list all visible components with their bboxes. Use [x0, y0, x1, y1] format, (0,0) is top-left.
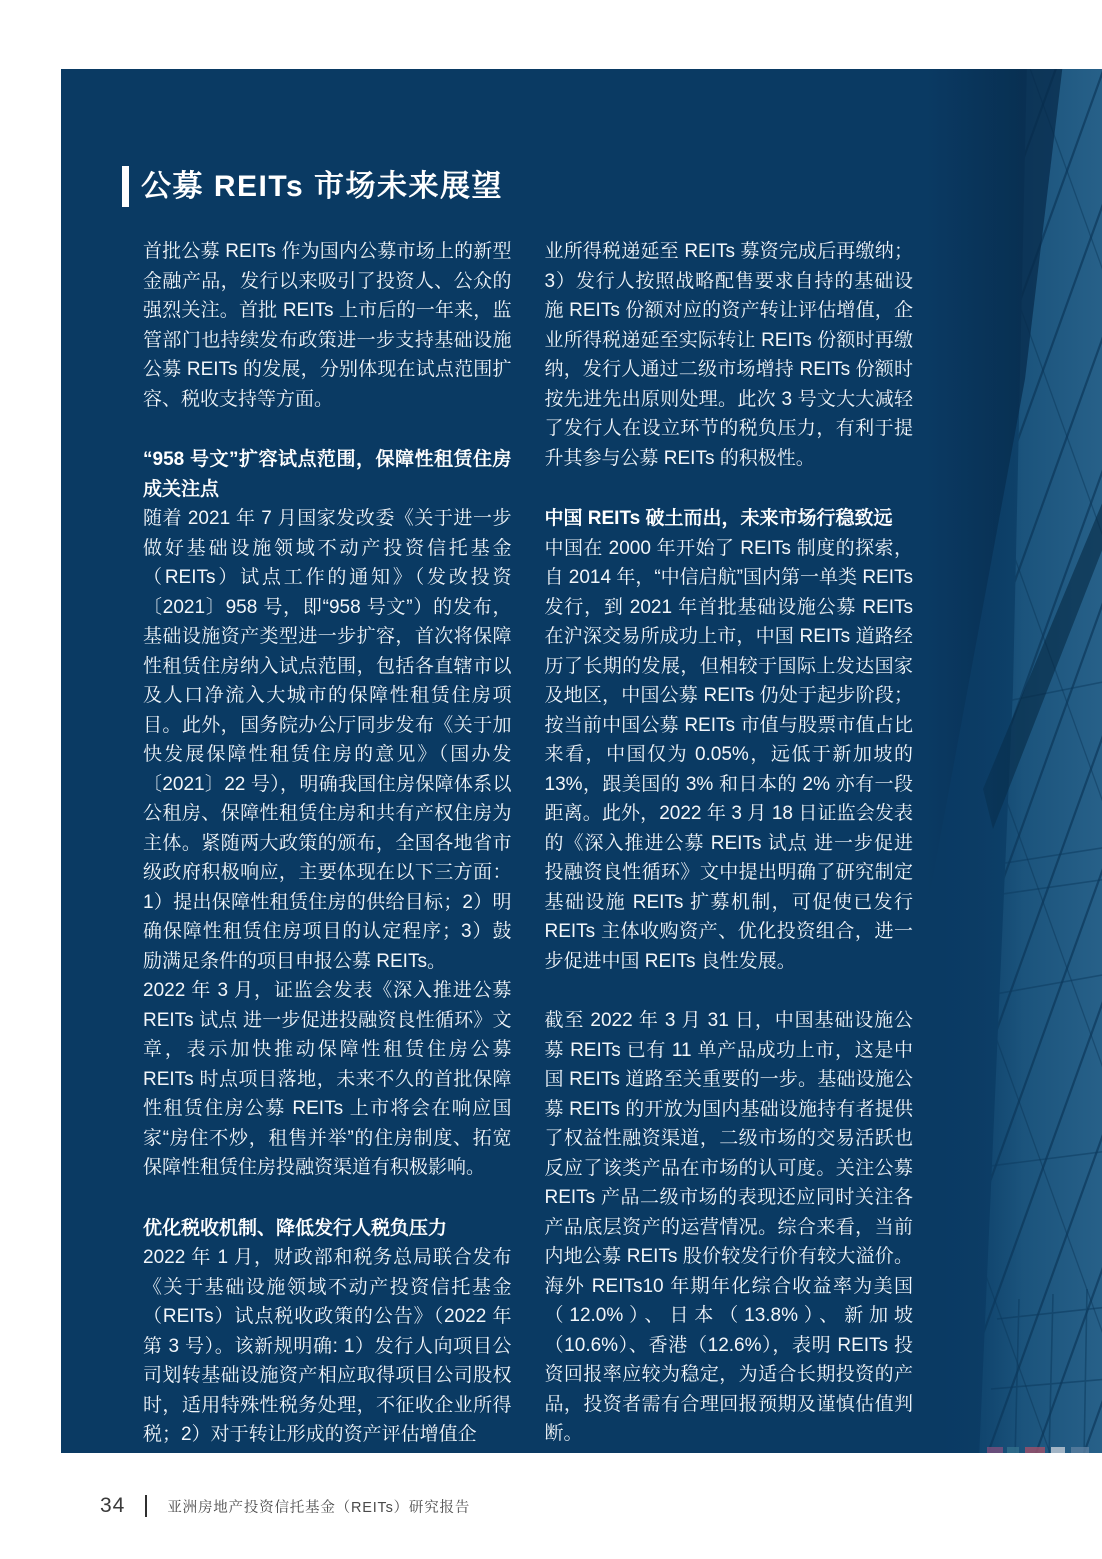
paragraph-csrc-article: 2022 年 3 月，证监会发表《深入推进公募 REITs 试点 进一步促进投融资良性循环》文章，表示加快推动保障性租赁住房公募 REITs 时点项目落地，未来不久的首批保障性租赁住房公募 REITs 上市将会在响应国家“房住不炒，租售并举”的住房制度、拓宽保障性租赁住房投融资渠道有积极影响。 — [143, 980, 512, 1178]
glass-atrium-photo — [927, 69, 1102, 1453]
paragraph-china-reits-history: 中国在 2000 年开始了 REITs 制度的探索，自 2014 年，“中信启航”国内第一单类 REITs 发行，到 2021 年首批基础设施公募 REITs 在沪深交易所成功上市，中国 REITs 道路经历了长期的发展，但相较于国际上发达国家及地区，中国公募 REITs 仍处于起步阶段；按当前中国公募 REITs 市值与股票市值占比来看，中国仅为 0.05%，远低于新加坡的 13%，跟美国的 3% 和日本的 2% 亦有一段距离。此外，2022 年 3 月 18 日证监会发表的《深入推进公募 REITs 试点 进一步促进投融资良性循环》文中提出明确了研究制定基础设施 REITs 扩募机制，可促使已发行 REITs 主体收购资产、优化投资组合，进一步促进中国 REITs 良性发展。 — [544, 537, 913, 972]
paragraph-tax-policy: 2022 年 1 月，财政部和税务总局联合发布《关于基础设施领域不动产投资信托基金（REITs）试点税收政策的公告》（2022 年第 3 号）。该新规明确: 1）发行人向项目公司划转基础设施资产相应取得项目公司股权时，适用特殊性税务处理，不征收企业所得税；2）对于转让形成的资产评估增值企 — [143, 1247, 512, 1445]
section-heading-958-expansion: “958 号文”扩容试点范围，保障性租赁住房成关注点 — [143, 449, 512, 500]
paragraph-tax-policy-continued: 业所得税递延至 REITs 募资完成后再缴纳；3）发行人按照战略配售要求自持的基础设施 REITs 份额对应的资产转让评估增值，企业所得税递延至实际转让 REITs 份额时再缴纳，发行人通过二级市场增持 REITs 份额时按先进先出原则处理。此次 3 号文大大减轻了发行人在设立环节的税负压力，有利于提升其参与公募 REITs 的积极性。 — [544, 241, 913, 469]
section-heading-china-reits-outlook: 中国 REITs 破土而出，未来市场行稳致远 — [544, 508, 893, 529]
title-accent-bar — [122, 166, 129, 207]
page-title-row — [122, 166, 503, 207]
page-footer — [100, 1494, 470, 1518]
body-columns — [143, 237, 913, 1450]
section-heading-tax-optimization: 优化税收机制、降低发行人税负压力 — [143, 1217, 448, 1239]
page-title: 公募 REITs 市场未来展望 — [141, 169, 503, 203]
paragraph-958-policy: 随着 2021 年 7 月国家发改委《关于进一步做好基础设施领域不动产投资信托基金（REITs）试点工作的通知》（发改投资〔2021〕958 号，即“958 号文”）的发布，基础设施资产类型进一步扩容，首次将保障性租赁住房纳入试点范围，包括各直辖市以及人口净流入大城市的保障性租赁住房项目。此外，国务院办公厅同步发布《关于加快发展保障性租赁住房的意见》（国办发〔2021〕22 号），明确我国住房保障体系以公租房、保障性租赁住房和共有产权住房为主体。紧随两大政策的颁布，全国各地省市级政府积极响应，主要体现在以下三方面：1）提出保障性租赁住房的供给目标；2）明确保障性租赁住房项目的认定程序；3）鼓励满足条件的项目申报公募 REITs。 — [143, 508, 512, 972]
footer-divider — [145, 1495, 147, 1517]
right-column — [545, 237, 914, 1450]
left-column — [143, 237, 512, 1450]
page-number: 34 — [100, 1494, 126, 1517]
report-title: 亚洲房地产投资信托基金（REITs）研究报告 — [167, 1499, 471, 1516]
intro-paragraph: 首批公募 REITs 作为国内公募市场上的新型金融产品，发行以来吸引了投资人、公众的强烈关注。首批 REITs 上市后的一年来，监管部门也持续发布政策进一步支持基础设施公募 REITs 的发展，分别体现在试点范围扩容、税收支持等方面。 — [143, 241, 512, 410]
content-panel — [61, 69, 1102, 1453]
paragraph-market-status: 截至 2022 年 3 月 31 日，中国基础设施公募 REITs 已有 11 单产品成功上市，这是中国 REITs 道路至关重要的一步。基础设施公募 REITs 的开放为国内基础设施持有者提供了权益性融资渠道，二级市场的交易活跃也反应了该类产品在市场的认可度。关注公募 REITs 产品二级市场的表现还应同时关注各产品底层资产的运营情况。综合来看，当前内地公募 REITs 股价较发行价有较大溢价。海外 REITs10 年期年化综合收益率为美国（12.0%）、日本（13.8%）、新加坡（10.6%）、香港（12.6%），表明 REITs 投资回报率应较为稳定，为适合长期投资的产品，投资者需有合理回报预期及谨慎估值判断。 — [544, 1010, 913, 1444]
